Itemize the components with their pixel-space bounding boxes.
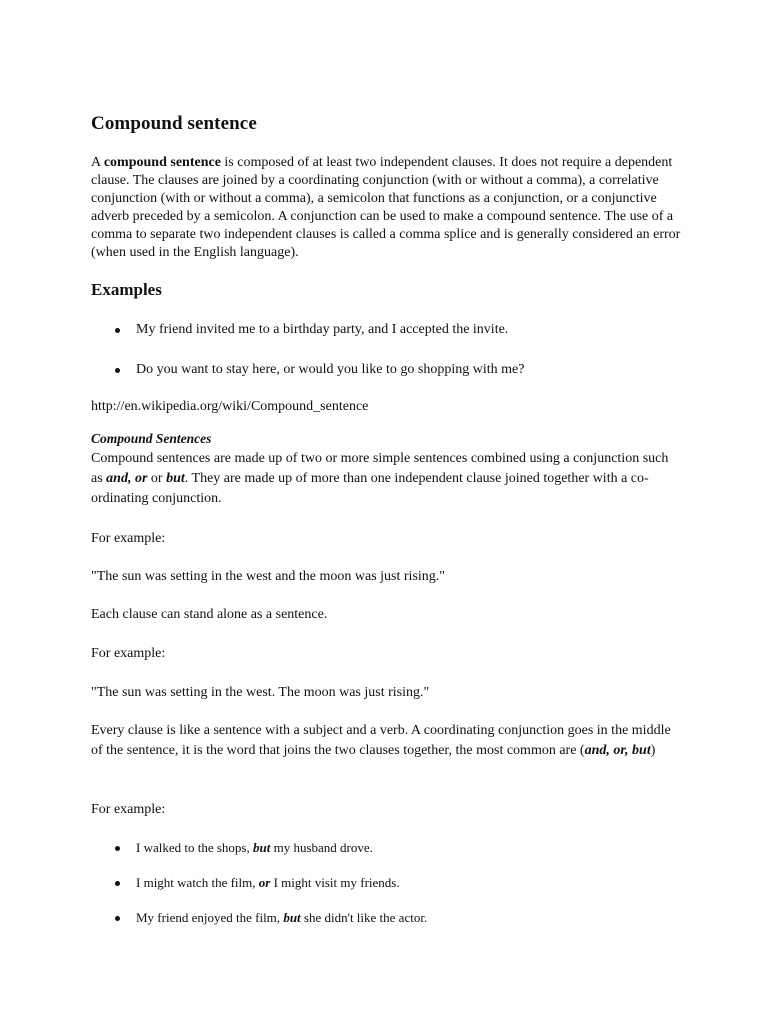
bullet-icon (115, 368, 120, 373)
example-text: Do you want to stay here, or would you like to go shopping with me? (136, 362, 525, 377)
para-text: Compound sentences are made up of two or more simple sentences combined using a conjunction such as (91, 451, 669, 486)
text-part: she didn't like the actor. (300, 910, 428, 925)
intro-rest: is composed of at least two independent clauses. It does not require a dependent clause. The clauses are joined by a coordinating conjunction (with or without a comma), a correlative conjunction (with or without a comma), a semicolon that functions as a conjunction, or a conjunctive adverb preceded by a semicolon. A conjunction can be used to make a compound sentence. The use of a comma to separate two independent clauses is called a comma splice and is generally considered an error (when used in the English language). (91, 155, 681, 260)
example-text (136, 909, 427, 927)
bullet-icon (115, 328, 120, 333)
text-part: I walked to the shops, (136, 840, 253, 855)
clause-paragraph (91, 721, 681, 761)
example-text (136, 839, 373, 857)
intro-prefix: A (91, 155, 104, 170)
for-example-label: For example: (91, 802, 166, 817)
text-part: I might watch the film, (136, 875, 259, 890)
para-text: Every clause is like a sentence with a subject and a verb. A coordinating conjunction goes in the middle of the sentence, it is the word that joins the two clauses together, the most common are ( (91, 723, 671, 758)
em-conjunctions: and, or, but (584, 743, 651, 758)
text-part: I might visit my friends. (270, 875, 400, 890)
em-word: but (252, 840, 271, 855)
compound-paragraph (91, 449, 681, 509)
para-or: or (147, 471, 167, 486)
clause-note: Each clause can stand alone as a sentence. (91, 607, 328, 622)
para-text: . They are made up of more than one independent clause joined together with a co-ordinating conjunction. (91, 471, 649, 506)
example-text: My friend invited me to a birthday party, and I accepted the invite. (136, 322, 509, 337)
text-part: my husband drove. (270, 840, 373, 855)
page-title: Compound sentence (91, 113, 257, 134)
text-part: My friend enjoyed the film, (136, 910, 284, 925)
bullet-icon (115, 916, 120, 921)
intro-paragraph (91, 154, 681, 262)
em-word: or (258, 875, 271, 890)
bullet-icon (115, 846, 120, 851)
example-quote: "The sun was setting in the west. The moon was just rising." (91, 685, 430, 700)
example-text (136, 874, 400, 892)
examples-heading: Examples (91, 280, 162, 299)
em-and-or: and, or (106, 471, 148, 486)
bullet-icon (115, 881, 120, 886)
for-example-label: For example: (91, 646, 166, 661)
source-link[interactable]: http://en.wikipedia.org/wiki/Compound_sentence (91, 399, 369, 414)
para-text: ) (650, 743, 656, 758)
for-example-label: For example: (91, 531, 166, 546)
em-word: but (283, 910, 301, 925)
example-quote: "The sun was setting in the west and the moon was just rising." (91, 569, 445, 584)
intro-bold-term: compound sentence (103, 155, 221, 170)
em-but: but (166, 471, 185, 486)
section-heading: Compound Sentences (91, 431, 212, 446)
